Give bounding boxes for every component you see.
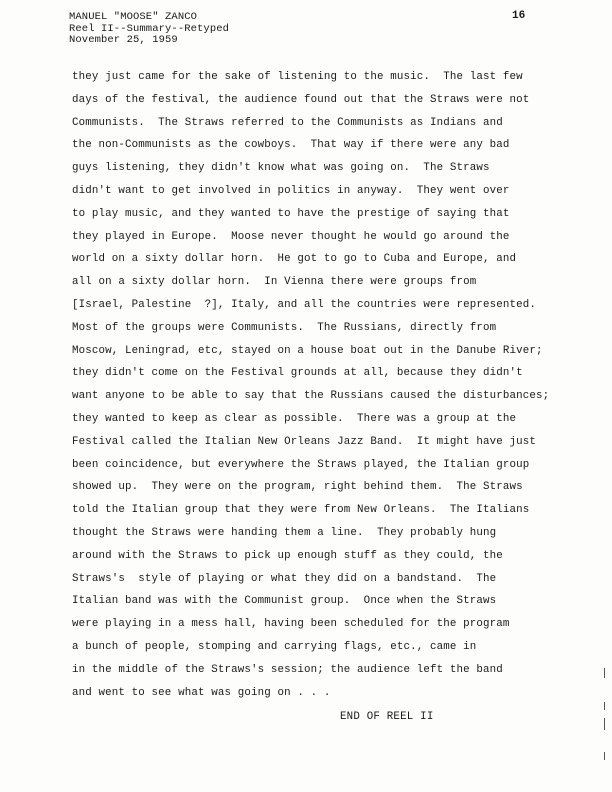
body-line: around with the Straws to pick up enough stuff as they could, the bbox=[72, 549, 503, 562]
scan-edge-mark bbox=[604, 668, 605, 678]
body-line: told the Italian group that they were from New Orleans. The Italians bbox=[72, 504, 530, 517]
body-line: in the middle of the Straws's session; the audience left the band bbox=[72, 663, 503, 676]
body-line: Most of the groups were Communists. The Russians, directly from bbox=[72, 321, 497, 334]
body-line: Straws's style of playing or what they did on a bandstand. The bbox=[72, 572, 497, 585]
body-line: showed up. They were on the program, right behind them. The Straws bbox=[72, 481, 523, 494]
page-number: 16 bbox=[512, 10, 526, 22]
body-line: and went to see what was going on . . . bbox=[72, 686, 331, 699]
scan-edge-mark bbox=[604, 702, 605, 710]
body-line: want anyone to be able to say that the Russians caused the disturbances; bbox=[72, 390, 550, 403]
body-line: been coincidence, but everywhere the Straws played, the Italian group bbox=[72, 458, 530, 471]
scan-edge-mark bbox=[604, 718, 605, 730]
header-date: November 25, 1959 bbox=[69, 34, 178, 46]
header-reel: Reel II--Summary--Retyped bbox=[69, 22, 230, 35]
body-line: all on a sixty dollar horn. In Vienna there were groups from bbox=[72, 276, 477, 289]
body-line: days of the festival, the audience found out that the Straws were not bbox=[72, 93, 530, 106]
body-line: Moscow, Leningrad, etc, stayed on a house boat out in the Danube River; bbox=[72, 344, 543, 357]
body-line: the non-Communists as the cowboys. That way if there were any bad bbox=[72, 139, 510, 152]
body-line: [Israel, Palestine ?], Italy, and all the countries were represented. bbox=[72, 298, 537, 311]
body-line: they didn't come on the Festival grounds at all, because they didn't bbox=[72, 367, 523, 380]
body-line: thought the Straws were handing them a line. They probably hung bbox=[72, 526, 497, 539]
body-line: Italian band was with the Communist group. Once when the Straws bbox=[72, 595, 497, 608]
body-line: world on a sixty dollar horn. He got to go to Cuba and Europe, and bbox=[72, 253, 517, 266]
header-interviewee: MANUEL "MOOSE" ZANCO bbox=[69, 11, 198, 23]
body-line: Festival called the Italian New Orleans Jazz Band. It might have just bbox=[72, 435, 537, 448]
body-line: a bunch of people, stomping and carrying flags, etc., came in bbox=[72, 640, 477, 653]
body-line: they wanted to keep as clear as possible. There was a group at the bbox=[72, 412, 517, 425]
end-of-reel-label: END OF REEL II bbox=[340, 711, 434, 723]
body-line: Communists. The Straws referred to the Communists as Indians and bbox=[72, 116, 503, 129]
body-line: didn't want to get involved in politics in anyway. They went over bbox=[72, 184, 510, 197]
summary-body bbox=[72, 66, 552, 704]
body-line: guys listening, they didn't know what was going on. The Straws bbox=[72, 162, 490, 175]
body-line: they just came for the sake of listening to the music. The last few bbox=[72, 71, 523, 83]
body-line: were playing in a mess hall, having been scheduled for the program bbox=[72, 618, 510, 631]
document-header bbox=[69, 12, 229, 47]
body-line: they played in Europe. Moose never thought he would go around the bbox=[72, 230, 510, 243]
scan-edge-mark bbox=[604, 752, 605, 760]
body-line: to play music, and they wanted to have the prestige of saying that bbox=[72, 207, 510, 220]
